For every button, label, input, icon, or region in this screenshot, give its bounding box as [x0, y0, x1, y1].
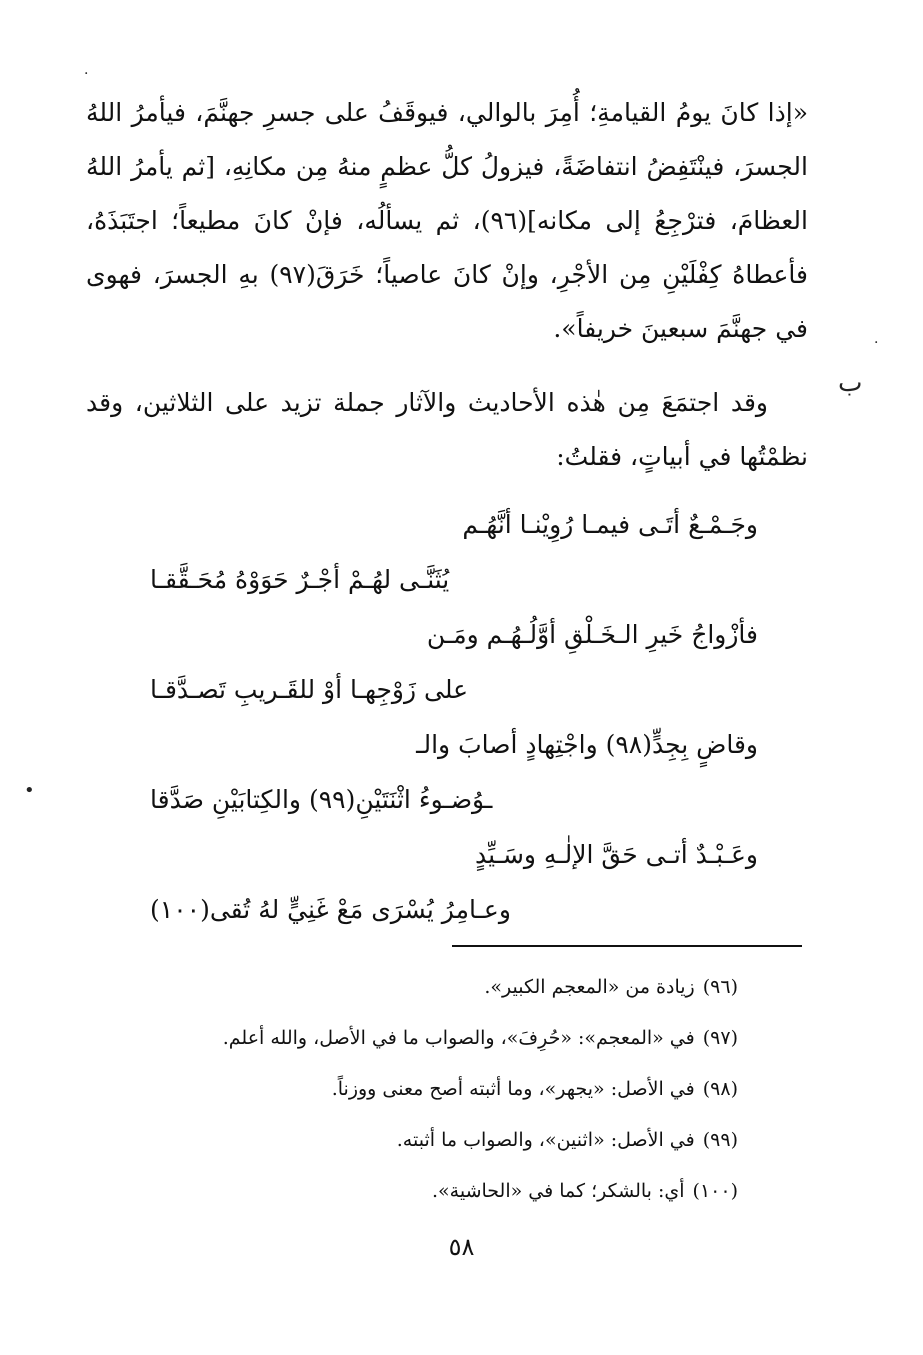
verse-line: وجَـمْـعٌ أتَـى فيمـا رُوِيْنـا أنَّهُـم [462, 510, 758, 539]
footnote [138, 962, 738, 1013]
verse-line: وقاضٍ بِجِدٍّ(٩٨) واجْتِهادٍ أصابَ والـ [416, 730, 758, 759]
verse-line: فأزْواجُ خَيرِ الـخَـلْقِ أوَّلُـهُـم ومَـن [426, 620, 758, 649]
footnote-text: أي: بالشكر؛ كما في «الحاشية». [432, 1180, 685, 1202]
footnote [138, 1013, 738, 1064]
footnote-number: (٩٨) [702, 1078, 738, 1100]
footnote-divider [452, 945, 802, 947]
footnote [138, 1166, 738, 1217]
footnote-number: (٩٧) [702, 1027, 738, 1049]
margin-annotation: ب [838, 368, 863, 398]
margin-dot: · [84, 66, 89, 82]
footnote-text: زيادة من «المعجم الكبير». [484, 976, 695, 998]
footnotes-list [138, 962, 738, 1217]
footnote [138, 1115, 738, 1166]
margin-dot: · [874, 335, 879, 351]
margin-dot: • [24, 780, 35, 801]
hadith-paragraph: «إذا كانَ يومُ القيامةِ؛ أُمِرَ بالوالي، فيوقَفُ على جسرِ جهنَّمَ، فيأمرُ اللهُ الجسرَ، فينْتَفِضُ انتفاضَةً، فيزولُ كلُّ عظمٍ منهُ مِن مكانِهِ، [ثم يأمرُ اللهُ العظامَ، فترْجِعُ إلى مكانه](٩٦)، ثم يسألُه، فإنْ كانَ مطيعاً؛ اجتَبَذَهُ، فأعطاهُ كِفْلَيْنِ مِن الأجْرِ، وإنْ كانَ عاصياً؛ خَرَقَ(٩٧) بهِ الجسرَ، فهوى في جهنَّمَ سبعينَ خريفاً». [86, 98, 809, 343]
footnote-text: في «المعجم»: «حُرِفَ»، والصواب ما في الأصل، والله أعلم. [222, 1027, 695, 1049]
verse-line: وعَـبْـدٌ أتـى حَقَّ الإلٰـهِ وسَـيِّدٍ [474, 840, 758, 869]
verse-line: وعـامِرُ يُسْرَى مَعْ غَنِيٍّ لهُ تُقى(١٠٠) [150, 895, 511, 924]
verse-line: على زَوْجِهـا أوْ للقَـريبِ تَصـدَّقـا [150, 675, 469, 704]
page-number: ٥٨ [448, 1233, 475, 1261]
footnote [138, 1064, 738, 1115]
verse-line: يُثَنَّـى لهُـمْ أجْـرٌ حَوَوْهُ مُحَـقَّقـا [150, 565, 450, 594]
footnote-number: (١٠٠) [692, 1180, 738, 1202]
footnote-text: في الأصل: «يجهر»، وما أثبته أصح معنى ووزناً. [331, 1078, 695, 1100]
intro-paragraph: وقد اجتمَعَ مِن هٰذه الأحاديث والآثار جملة تزيد على الثلاثين، وقد نظمْتُها في أبياتٍ، فقلتُ: [86, 388, 808, 471]
footnote-number: (٩٦) [702, 976, 738, 998]
footnote-text: في الأصل: «اثنين»، والصواب ما أثبته. [396, 1129, 695, 1151]
footnote-number: (٩٩) [702, 1129, 738, 1151]
verse-line: ـوُضـوءُ اثْنَتَيْنِ(٩٩) والكِتابَيْنِ صَدَّقا [150, 785, 493, 814]
